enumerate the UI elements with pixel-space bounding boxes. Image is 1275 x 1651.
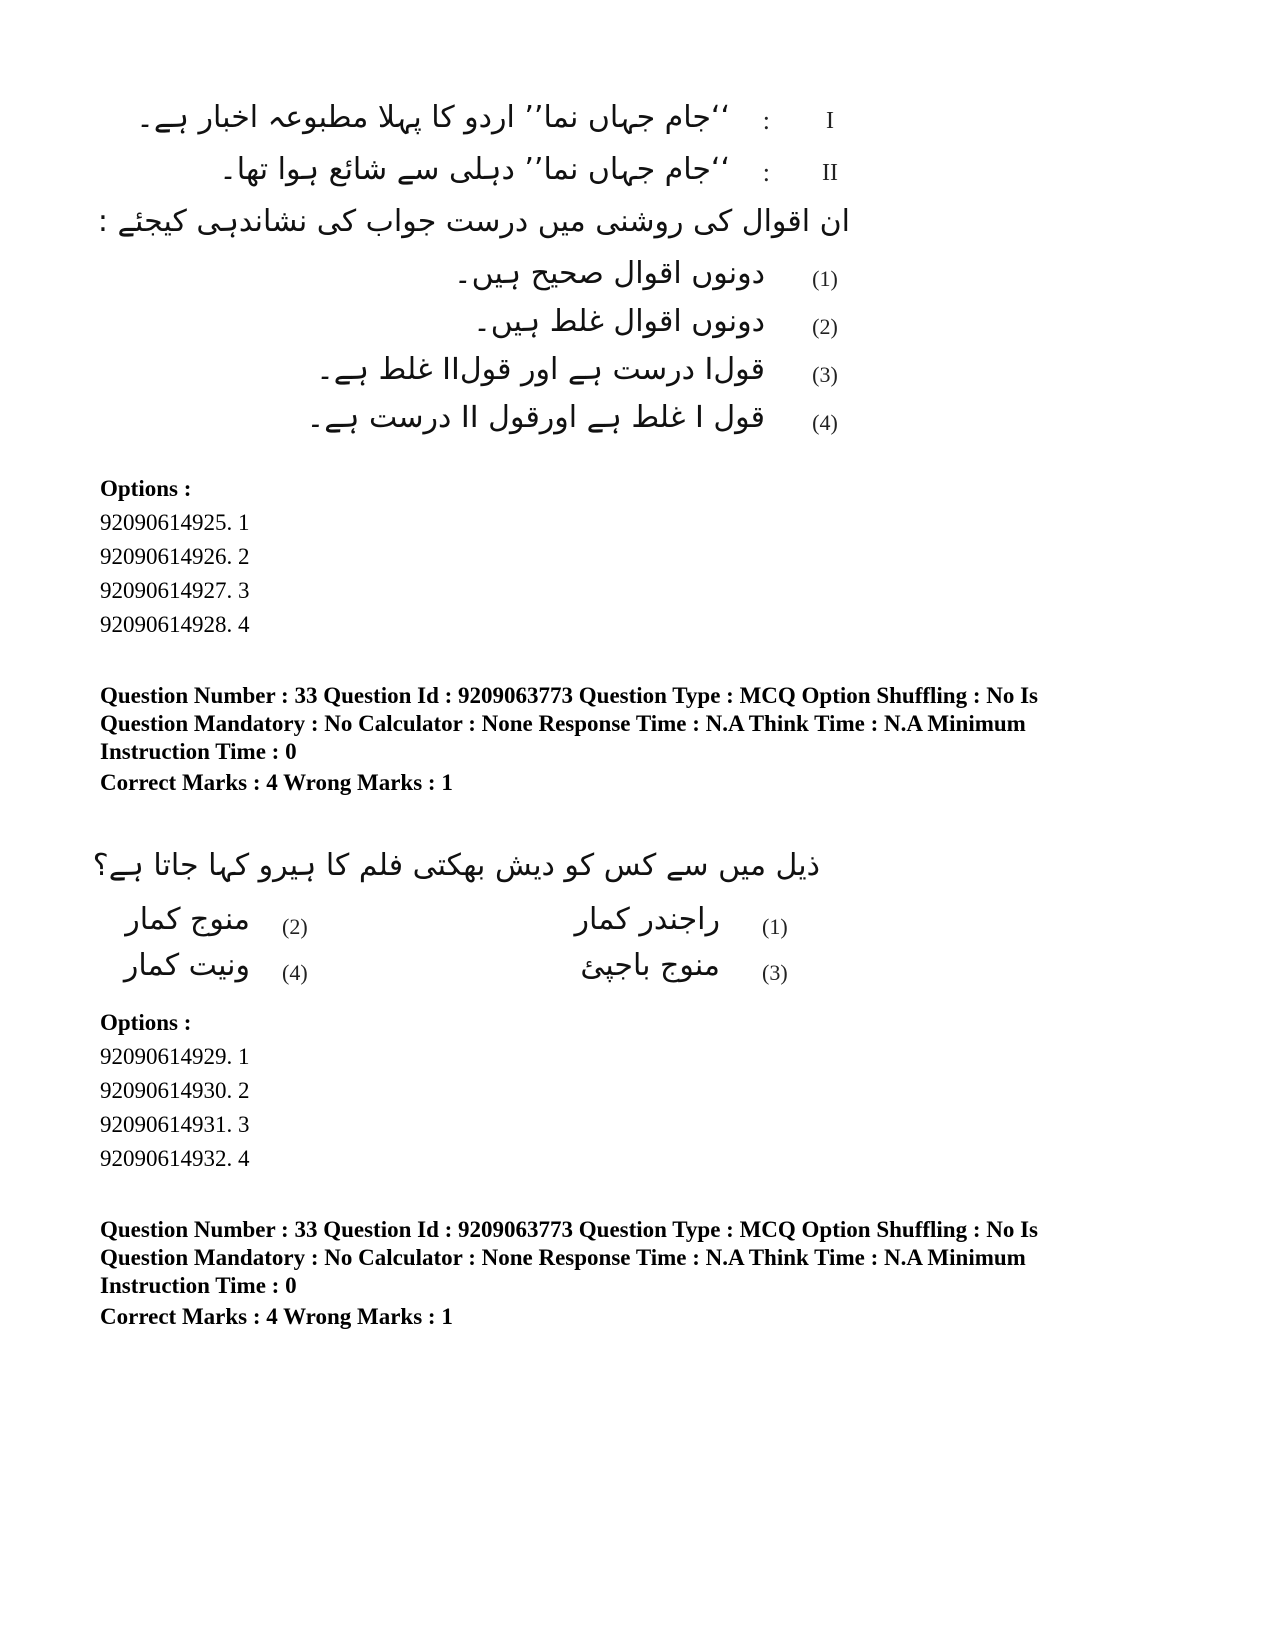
choice-number: (3)	[762, 960, 788, 985]
statement-2	[100, 152, 850, 196]
choice-1	[100, 256, 850, 300]
statement-label: I	[826, 108, 834, 134]
option-list	[100, 1040, 250, 1176]
options-title: Options :	[100, 476, 192, 501]
choice-text: قول I غلط ہے اورقول II درست ہے۔	[306, 400, 765, 435]
question-meta	[100, 1216, 1150, 1300]
choice-4	[100, 400, 850, 444]
choice-3	[100, 352, 850, 396]
statement-separator: :	[762, 106, 770, 135]
choice-number: (2)	[812, 314, 838, 339]
prompt-text: ذیل میں سے کس کو دیش بھکتی فلم کا ہیرو کہا جاتا ہے؟	[92, 848, 820, 883]
meta-line: Question Number : 33 Question Id : 9209063773 Question Type : MCQ Option Shuffling : No Is	[100, 1217, 1039, 1242]
choice-number: (1)	[812, 266, 838, 291]
marks-line: Correct Marks : 4 Wrong Marks : 1	[100, 770, 453, 795]
choice-text: دونوں اقوال صحیح ہیں۔	[454, 256, 765, 291]
statement-text: ‘‘جام جہاں نما’’ اردو کا پہلا مطبوعہ اخبار ہے۔	[136, 100, 730, 135]
question-2-image	[92, 848, 820, 1008]
meta-line: Question Mandatory : No Calculator : None Response Time : N.A Think Time : N.A Minimum	[100, 711, 1026, 736]
choice-number: (4)	[812, 410, 838, 435]
meta-line: Question Number : 33 Question Id : 9209063773 Question Type : MCQ Option Shuffling : No Is	[100, 683, 1039, 708]
meta-line: Instruction Time : 0	[100, 739, 297, 764]
statement-label: II	[822, 160, 838, 186]
choice-number: (2)	[282, 914, 308, 939]
choice-text: راجندر کمار	[574, 902, 720, 937]
option-item: 92090614932. 4	[100, 1146, 250, 1171]
option-item: 92090614930. 2	[100, 1078, 250, 1103]
option-item: 92090614928. 4	[100, 612, 250, 637]
meta-line: Question Mandatory : No Calculator : None Response Time : N.A Think Time : N.A Minimum	[100, 1245, 1026, 1270]
option-list	[100, 506, 250, 642]
option-item: 92090614929. 1	[100, 1044, 250, 1069]
choice-2	[100, 304, 850, 348]
marks-line: Correct Marks : 4 Wrong Marks : 1	[100, 1304, 453, 1329]
statement-1	[100, 100, 850, 144]
meta-line: Instruction Time : 0	[100, 1273, 297, 1298]
option-item: 92090614927. 3	[100, 578, 250, 603]
choice-text: ونیت کمار	[123, 948, 250, 983]
option-item: 92090614925. 1	[100, 510, 250, 535]
statement-separator: :	[762, 158, 770, 187]
choice-text: قولI درست ہے اور قولII غلط ہے۔	[316, 352, 765, 387]
choice-number: (3)	[812, 362, 838, 387]
statement-text: ‘‘جام جہاں نما’’ دہلی سے شائع ہوا تھا۔	[219, 152, 730, 187]
choice-number: (1)	[762, 914, 788, 939]
choice-text: منوج کمار	[125, 902, 250, 937]
choice-text: منوج باجپئ	[580, 948, 720, 983]
question-1-image	[97, 100, 850, 470]
prompt-text: ان اقوال کی روشنی میں درست جواب کی نشاندہی کیجئے :	[97, 204, 850, 239]
option-item: 92090614926. 2	[100, 544, 250, 569]
question-meta	[100, 682, 1150, 766]
question-prompt	[97, 204, 850, 248]
choice-number: (4)	[282, 960, 308, 985]
option-item: 92090614931. 3	[100, 1112, 250, 1137]
options-title: Options :	[100, 1010, 192, 1035]
choice-text: دونوں اقوال غلط ہیں۔	[473, 304, 765, 339]
